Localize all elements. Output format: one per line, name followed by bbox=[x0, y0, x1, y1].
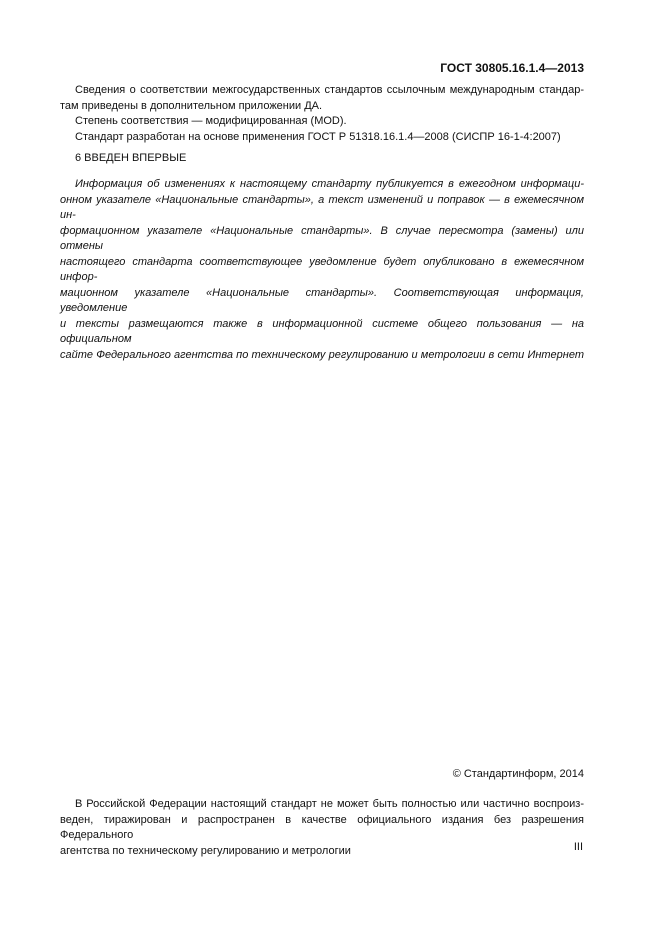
notice-line: Информация об изменениях к настоящему стандарту публикуется в ежегодном информаци- bbox=[75, 178, 584, 190]
notice-line: настоящего стандарта соответствующее уведомление будет опубликовано в ежемесячном инфор- bbox=[60, 255, 584, 283]
intro-line-2: там приведены в дополнительном приложении ДА. bbox=[60, 99, 323, 112]
notice-line: сайте Федерального агентства по техническому регулированию и метрологии в сети Интернет bbox=[60, 348, 584, 361]
rights-line: В Российской Федерации настоящий стандарт не может быть полностью или частично воспроиз- bbox=[75, 798, 584, 810]
rights-line: веден, тиражирован и распространен в качестве официального издания без разрешения Федерального bbox=[60, 813, 584, 841]
copyright-notice: © Стандартинформ, 2014 bbox=[452, 768, 584, 780]
amendments-notice bbox=[60, 177, 584, 363]
notice-line: формационном указателе «Национальные стандарты». В случае пересмотра (замены) или отмены bbox=[60, 224, 584, 252]
reproduction-rights-paragraph bbox=[60, 797, 584, 859]
intro-paragraph bbox=[60, 83, 584, 145]
intro-line-1 bbox=[75, 83, 584, 99]
intro-line-1-text: Сведения о соответствии межгосударственных стандартов ссылочным международным стандар- bbox=[75, 84, 584, 96]
compliance-degree: Степень соответствия — модифицированная (MOD). bbox=[75, 115, 347, 127]
notice-line: мационном указателе «Национальные стандарты». Соответствующая информация, уведомление bbox=[60, 286, 584, 314]
notice-line: онном указателе «Национальные стандарты», а текст изменений и поправок — в ежемесячном ин- bbox=[60, 193, 584, 221]
section-6-heading: 6 ВВЕДЕН ВПЕРВЫЕ bbox=[75, 152, 187, 164]
document-number-header: ГОСТ 30805.16.1.4—2013 bbox=[440, 61, 584, 75]
notice-line: и тексты размещаются также в информационной системе общего пользования — на официальном bbox=[60, 317, 584, 345]
rights-line: агентства по техническому регулированию и метрологии bbox=[60, 844, 351, 857]
basis-standard: Стандарт разработан на основе применения ГОСТ Р 51318.16.1.4—2008 (СИСПР 16-1-4:2007) bbox=[75, 130, 561, 143]
page-number: III bbox=[573, 841, 583, 853]
